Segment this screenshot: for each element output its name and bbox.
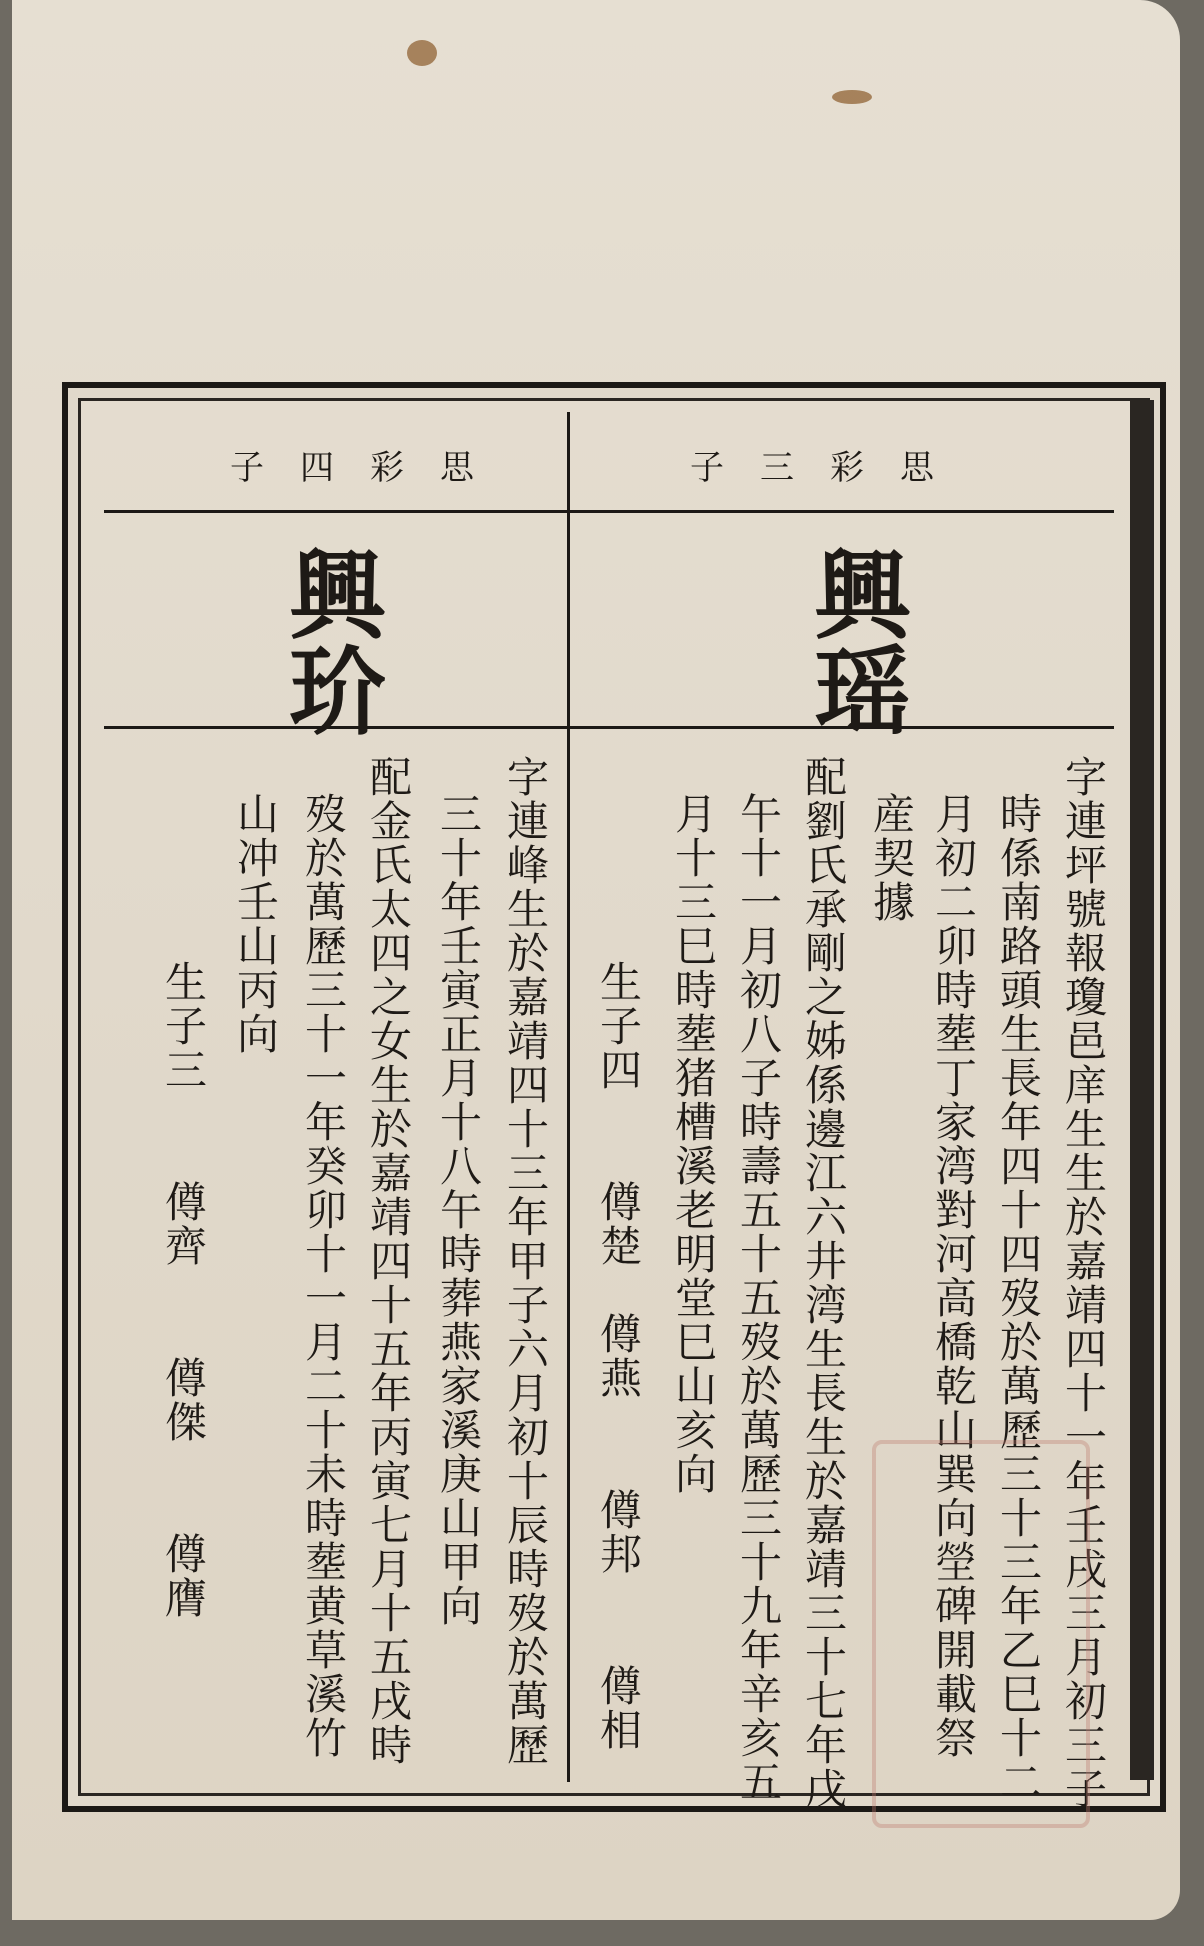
header-left: 子 四 彩 思 xyxy=(230,448,474,488)
text-column: 歿於萬歷三十一年癸卯十一月二十未時塟黄草溪竹 xyxy=(299,792,348,1760)
text-column: 月初二卯時塟丁家湾對河高橋乾山巽向塋碑開載祭 xyxy=(929,792,978,1760)
text-column: 配劉氏承剛之姊係邊江六井湾生長生於嘉靖三十七年戊 xyxy=(799,755,848,1811)
name-left: 興玠 xyxy=(274,545,387,737)
text-column: 生子三 僔齊 僔傑 僔膺 xyxy=(159,960,208,1620)
text-column: 午十一月初八子時壽五十五歿於萬歷三十九年辛亥五 xyxy=(734,792,783,1804)
library-seal-stamp xyxy=(872,1440,1090,1828)
page xyxy=(12,0,1180,1920)
text-column: 三十年壬寅正月十八午時葬燕家溪庚山甲向 xyxy=(434,792,483,1628)
name-rule xyxy=(104,726,1114,729)
text-column: 山冲壬山丙向 xyxy=(231,792,280,1056)
text-column: 時係南路頭生長年四十四歿於萬歷三十三年乙巳十二 xyxy=(994,792,1043,1804)
text-column: 月十三巳時塟猪槽溪老明堂巳山亥向 xyxy=(669,792,718,1496)
text-column: 産契據 xyxy=(867,792,916,924)
text-column: 配金氏太四之女生於嘉靖四十五年丙寅七月十五戌時 xyxy=(364,755,413,1767)
stain xyxy=(407,40,437,66)
header-right: 子 三 彩 思 xyxy=(690,448,934,488)
header-rule xyxy=(104,510,1114,513)
stain xyxy=(832,90,872,104)
text-column: 字連峰生於嘉靖四十三年甲子六月初十辰時歿於萬歷 xyxy=(501,755,550,1767)
text-column: 字連坪號報瓊邑庠生生於嘉靖四十一年壬戌三月初三子 xyxy=(1059,755,1108,1811)
text-column: 生子四 僔楚 僔燕 僔邦 僔相 xyxy=(594,960,643,1752)
center-divider xyxy=(567,412,570,1782)
gutter-bar xyxy=(1130,400,1154,1780)
name-right: 興瑶 xyxy=(799,545,912,737)
